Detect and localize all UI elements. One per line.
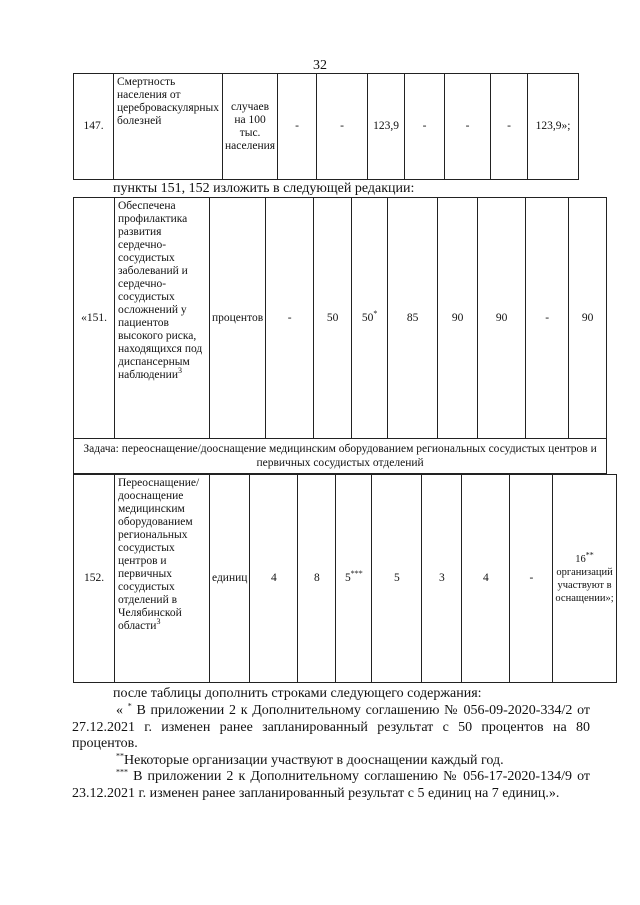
value-cell: - <box>491 74 528 180</box>
footnote: « * В приложении 2 к Дополнительному соглашению № 056-09-2020-334/2 от 27.12.2021 г. изменен ранее запланированный результат с 50 процентов на 80 процентов. <box>72 701 590 751</box>
value-cell: 5 <box>372 475 422 683</box>
value-cell: 90 <box>569 198 607 439</box>
row-number: 147. <box>74 74 114 180</box>
unit-cell: единиц <box>210 475 250 683</box>
page-number: 32 <box>313 58 327 73</box>
value-cell: 3 <box>422 475 462 683</box>
unit-cell: процентов <box>210 198 266 439</box>
value-cell: 5*** <box>336 475 372 683</box>
indicator-name: Переоснащение/дооснащение медицинским оборудованием региональных сосудистых центров и первичных сосудистых отделений в Челябинской области$^3$ <box>115 475 210 683</box>
value-cell: - <box>317 74 368 180</box>
table-row-147 <box>73 73 579 180</box>
value-cell: 90 <box>478 198 526 439</box>
value-cell: 8 <box>298 475 336 683</box>
value-cell: 4 <box>462 475 510 683</box>
value-cell: 85 <box>388 198 438 439</box>
value-cell: 4 <box>250 475 298 683</box>
table-row-151 <box>73 197 607 474</box>
value-cell: - <box>526 198 569 439</box>
intro-text: пункты 151, 152 изложить в следующей редакции: <box>113 181 415 196</box>
indicator-name: Смертность населения от цереброваскулярных болезней <box>114 74 223 180</box>
value-cell: - <box>445 74 491 180</box>
footnote: *** В приложении 2 к Дополнительному соглашению № 056-17-2020-134/9 от 23.12.2021 г. изменен ранее запланированный результат с 5 единиц на 7 единиц.». <box>72 767 591 801</box>
value-cell: - <box>510 475 553 683</box>
value-cell: 123,9 <box>368 74 405 180</box>
value-cell: - <box>278 74 317 180</box>
footnotes <box>72 703 590 802</box>
footnote: **Некоторые организации участвуют в дооснащении каждый год. <box>116 750 504 768</box>
value-cell: 50* <box>352 198 388 439</box>
indicator-name: Обеспечена профилактика развития сердечно-сосудистых заболеваний и сердечно-сосудистых осложнений у пациентов высокого риска, находящихся под диспансерным наблюдении$^3$ <box>115 198 210 439</box>
value-cell: - <box>405 74 445 180</box>
value-cell: 90 <box>438 198 478 439</box>
after-table-text: после таблицы дополнить строками следующего содержания: <box>113 686 482 701</box>
value-cell: 123,9»; <box>528 74 579 180</box>
value-cell: - <box>266 198 314 439</box>
row-number: «151. <box>74 198 115 439</box>
unit-cell: случаев на 100 тыс. населения <box>223 74 278 180</box>
value-cell: 50 <box>314 198 352 439</box>
task-heading: Задача: переоснащение/дооснащение медицинским оборудованием региональных сосудистых центров и первичных сосудистых отделений <box>74 439 607 474</box>
table-row-152 <box>73 474 617 683</box>
value-cell: 16** организаций участвуют в оснащении»; <box>553 475 616 683</box>
row-number: 152. <box>74 475 115 683</box>
